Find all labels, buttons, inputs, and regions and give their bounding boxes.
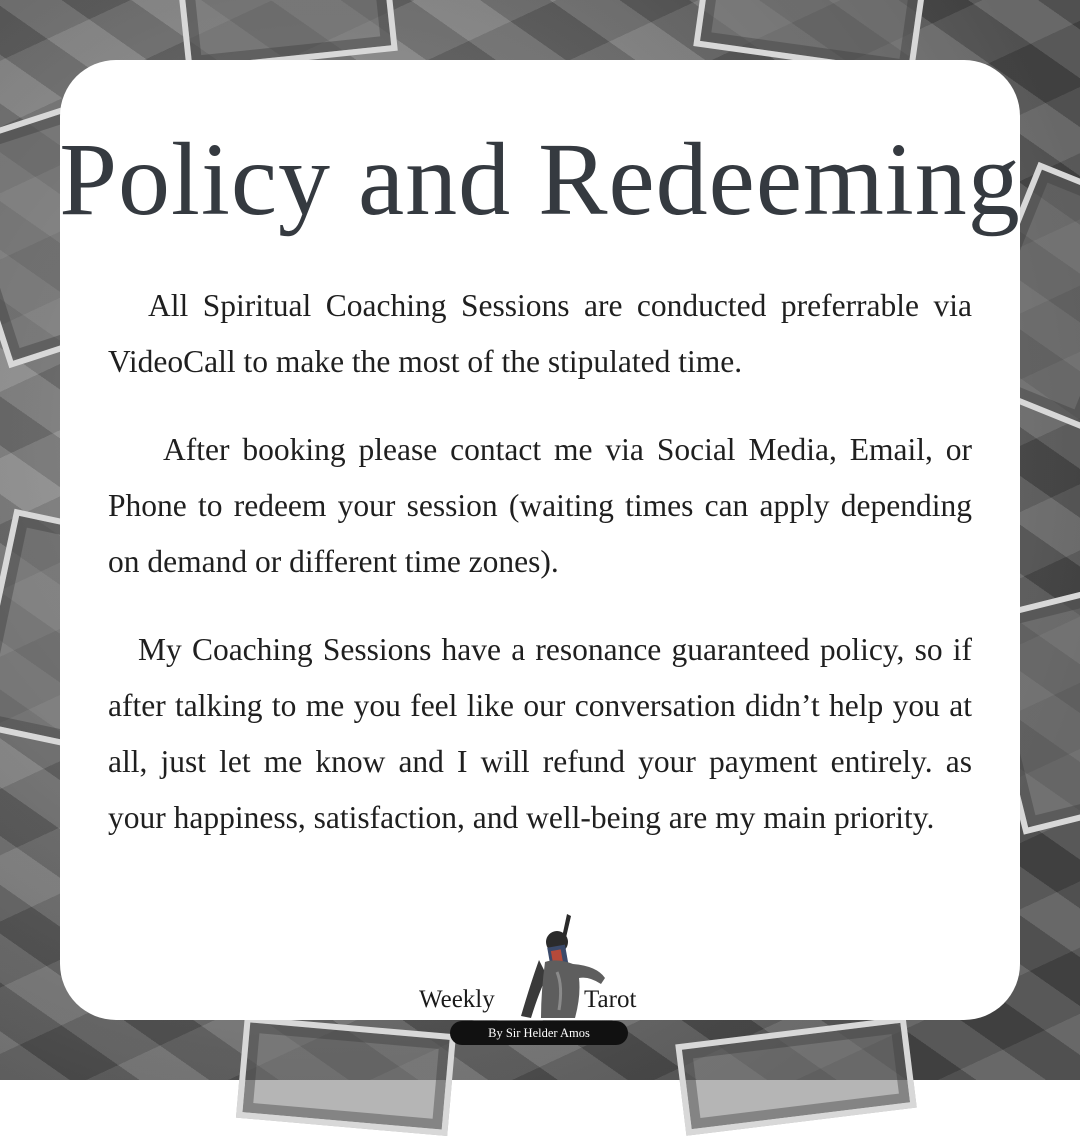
logo-tagline-badge: By Sir Helder Amos [450,1021,628,1045]
policy-paragraph-video-call: All Spiritual Coaching Sessions are conducted preferrable via VideoCall to make the most of the stipulated time. [108,288,972,379]
background-card [236,1016,456,1136]
background-card [675,1016,916,1136]
policy-paragraph-booking: After booking please contact me via Social Media, Email, or Phone to redeem your session (waiting times can apply depending on demand or different time zones). [108,432,972,579]
policy-paragraph-refund: My Coaching Sessions have a resonance guaranteed policy, so if after talking to me you feel like our conversation didn’t help you at all, just let me know and I will refund your payment entirely. as your happiness, satisfaction, and well-being are my main priority. [108,632,972,835]
logo-word-weekly: Weekly [419,986,495,1013]
logo-word-tarot: Tarot [584,986,637,1013]
page-title: Policy and Redeeming [59,122,1021,237]
